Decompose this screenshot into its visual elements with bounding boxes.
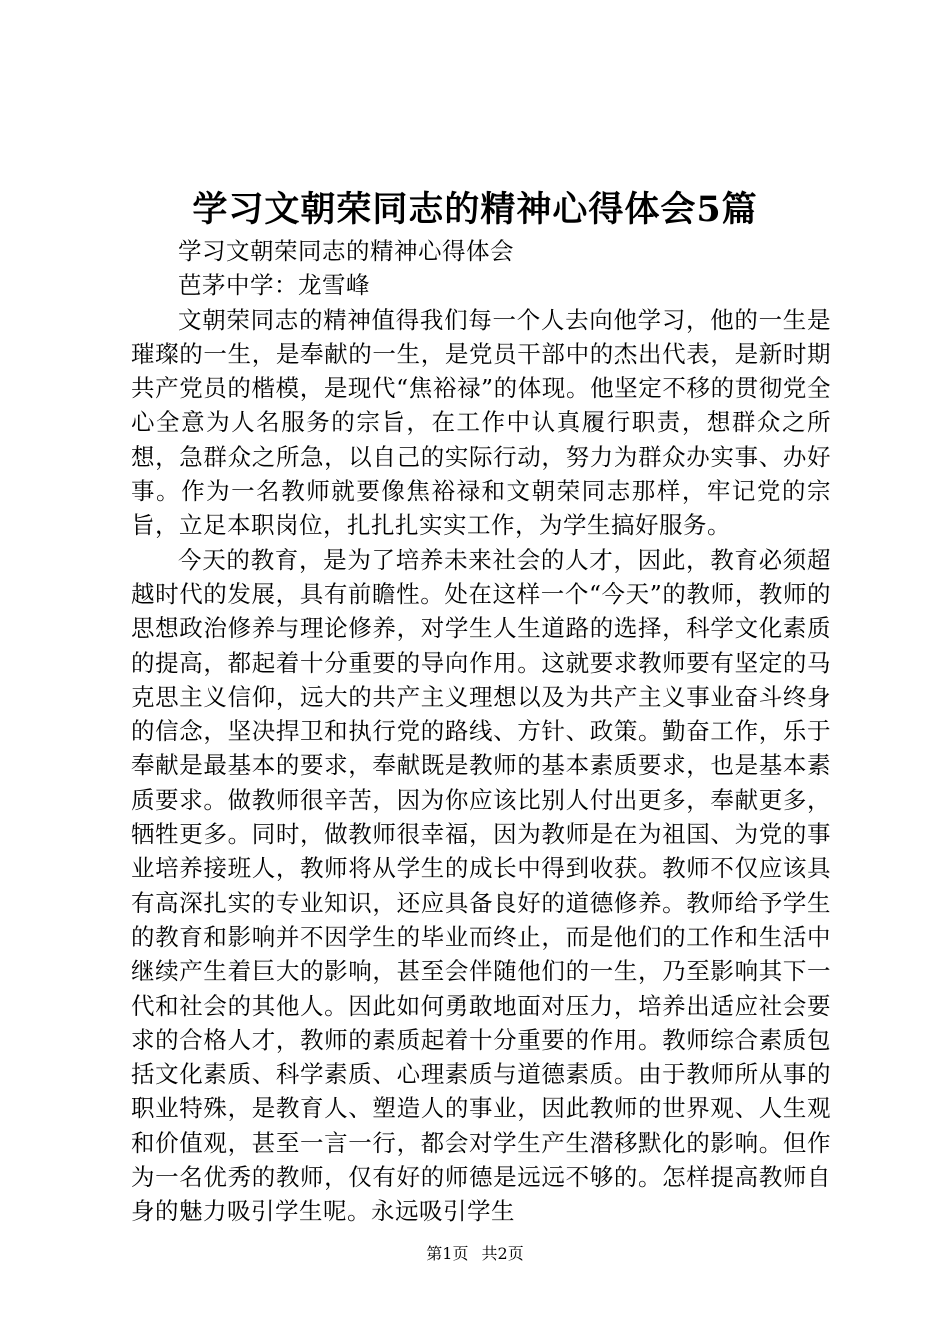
page-footer — [0, 1243, 950, 1265]
page-number-total: 共2页 — [481, 1244, 524, 1263]
document-body — [131, 234, 831, 1229]
document-title: 学习文朝荣同志的精神心得体会5篇 — [192, 189, 758, 230]
page-number-current: 第1页 — [426, 1244, 469, 1263]
author-paragraph: 芭茅中学：龙雪峰 — [178, 271, 370, 300]
body-paragraph-2: 今天的教育，是为了培养未来社会的人才，因此，教育必须超越时代的发展，具有前瞻性。处在这样一个“今天”的教师，教师的思想政治修养与理论修养，对学生人生道路的选择，科学文化素质的提高，都起着十分重要的导向作用。这就要求教师要有坚定的马克思主义信仰，远大的共产主义理想以及为共产主义事业奋斗终身的信念，坚决捍卫和执行党的路线、方针、政策。勤奋工作，乐于奉献是最基本的要求，奉献既是教师的基本素质要求，也是基本素质要求。做教师很辛苦，因为你应该比别人付出更多，奉献更多，牺牲更多。同时，做教师很幸福，因为教师是在为祖国、为党的事业培养接班人，教师将从学生的成长中得到收获。教师不仅应该具有高深扎实的专业知识，还应具备良好的道德修养。教师给予学生的教育和影响并不因学生的毕业而终止，而是他们的工作和生活中继续产生着巨大的影响，甚至会伴随他们的一生，乃至影响其下一代和社会的其他人。因此如何勇敢地面对压力，培养出适应社会要求的合格人才，教师的素质起着十分重要的作用。教师综合素质包括文化素质、科学素质、心理素质与道德素质。由于教师所从事的职业特殊，是教育人、塑造人的事业，因此教师的世界观、人生观和价值观，甚至一言一行，都会对学生产生潜移默化的影响。但作为一名优秀的教师，仅有好的师德是远远不够的。怎样提高教师自身的魅力吸引学生呢。永远吸引学生 — [131, 545, 831, 1226]
subtitle-paragraph: 学习文朝荣同志的精神心得体会 — [178, 237, 514, 265]
body-paragraph-1: 文朝荣同志的精神值得我们每一个人去向他学习，他的一生是璀璨的一生，是奉献的一生，是党员干部中的杰出代表，是新时期共产党员的楷模，是现代“焦裕禄”的体现。他坚定不移的贯彻党全心全意为人名服务的宗旨，在工作中认真履行职责，想群众之所想，急群众之所急，以自己的实际行动，努力为群众办实事、办好事。作为一名教师就要像焦裕禄和文朝荣同志那样，牢记党的宗旨，立足本职岗位，扎扎扎实实工作，为学生搞好服务。 — [131, 305, 831, 540]
